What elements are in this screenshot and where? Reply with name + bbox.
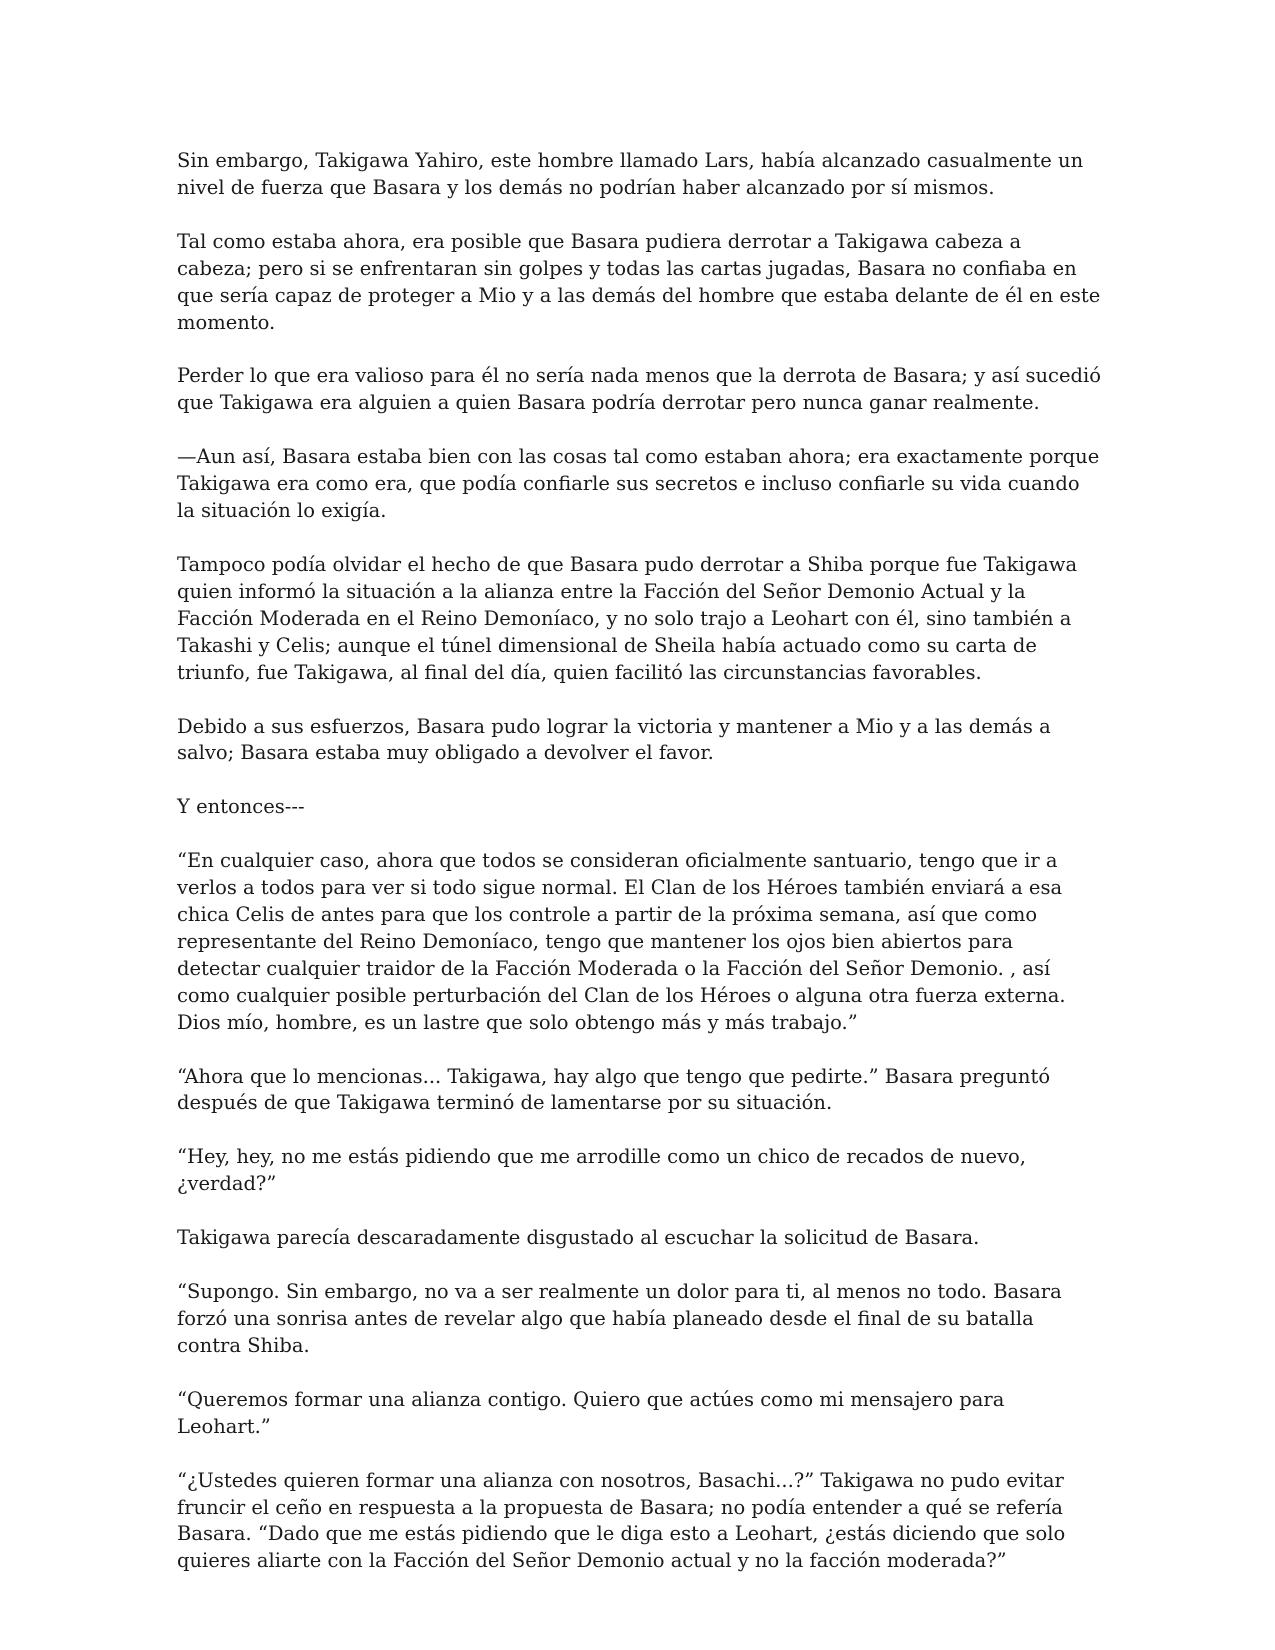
paragraph-10: “Hey, hey, no me estás pidiendo que me arrodille como un chico de recados de nuevo, ¿verdad?” [177, 1145, 1026, 1196]
paragraph-7: Y entonces--- [177, 795, 305, 819]
paragraph-1: Sin embargo, Takigawa Yahiro, este hombre llamado Lars, había alcanzado casualmente un nivel de fuerza que Basara y los demás no podrían haber alcanzado por sí mismos. [177, 149, 1084, 199]
paragraph-9: “Ahora que lo mencionas... Takigawa, hay algo que tengo que pedirte.” Basara preguntó después de que Takigawa terminó de lamentarse por su situación. [177, 1064, 1051, 1115]
paragraph-4: —Aun así, Basara estaba bien con las cosas tal como estaban ahora; era exactamente porque Takigawa era como era, que podía confiarle sus secretos e incluso confiarle su vida cuando la situación lo exigía. [177, 445, 1100, 523]
paragraph-5: Tampoco podía olvidar el hecho de que Basara pudo derrotar a Shiba porque fue Takigawa quien informó la situación a la alianza entre la Facción del Señor Demonio Actual y la Facción Moderada en el Reino Demoníaco, y no solo trajo a Leohart con él, sino también a Takashi y Celis; aunque el túnel dimensional de Sheila había actuado como su carta de triunfo, fue Takigawa, al final del día, quien facilitó las circunstancias favorables. [177, 552, 1078, 684]
paragraph-2: Tal como estaba ahora, era posible que Basara pudiera derrotar a Takigawa cabeza a cabeza; pero si se enfrentaran sin golpes y todas las cartas jugadas, Basara no confiaba en que sería capaz de proteger a Mio y a las demás del hombre que estaba delante de él en este momento. [177, 229, 1101, 334]
paragraph-8: “En cualquier caso, ahora que todos se consideran oficialmente santuario, tengo que ir a verlos a todos para ver si todo sigue normal. El Clan de los Héroes también enviará a esa chica Celis de antes para que los controle a partir de la próxima semana, así que como representante del Reino Demoníaco, tengo que mantener los ojos bien abiertos para detectar cualquier traidor de la Facción Moderada o la Facción del Señor Demonio. , así como cualquier posible perturbación del Clan de los Héroes o alguna otra fuerza externa. Dios mío, hombre, es un lastre que solo obtengo más y más trabajo.” [177, 849, 1066, 1034]
paragraph-3: Perder lo que era valioso para él no sería nada menos que la derrota de Basara; y así sucedió que Takigawa era alguien a quien Basara podría derrotar pero nunca ganar realmente. [177, 364, 1101, 415]
paragraph-13: “Queremos formar una alianza contigo. Quiero que actúes como mi mensajero para Leohart.” [177, 1387, 1005, 1438]
paragraph-6: Debido a sus esfuerzos, Basara pudo lograr la victoria y mantener a Mio y a las demás a salvo; Basara estaba muy obligado a devolver el favor. [177, 714, 1051, 765]
paragraph-14: “¿Ustedes quieren formar una alianza con nosotros, Basachi...?” Takigawa no pudo evitar fruncir el ceño en respuesta a la propuesta de Basara; no podía entender a qué se refería Basara. “Dado que me estás pidiendo que le diga esto a Leohart, ¿estás diciendo que solo quieres aliarte con la Facción del Señor Demonio actual y no la facción moderada?” [177, 1468, 1066, 1573]
paragraph-12: “Supongo. Sin embargo, no va a ser realmente un dolor para ti, al menos no todo. Basara forzó una sonrisa antes de revelar algo que había planeado desde el final de su batalla contra Shiba. [177, 1280, 1062, 1357]
paragraph-11: Takigawa parecía descaradamente disgustado al escuchar la solicitud de Basara. [177, 1226, 980, 1250]
body-text [177, 148, 1102, 1602]
